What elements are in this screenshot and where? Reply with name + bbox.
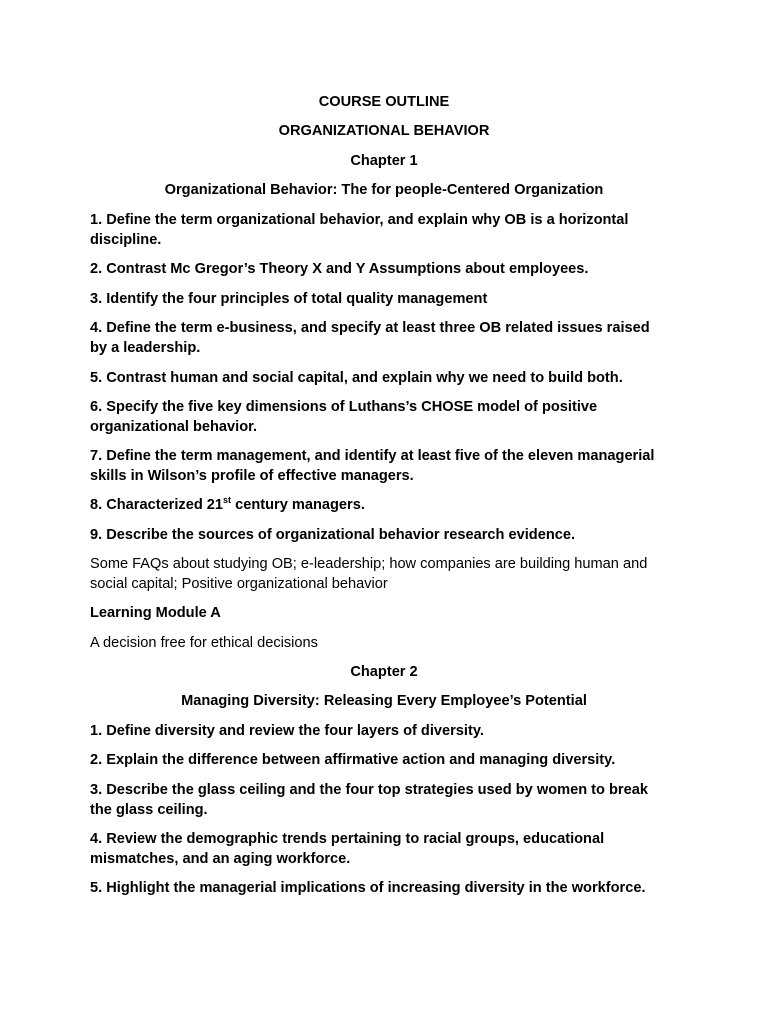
chapter2-title: Managing Diversity: Releasing Every Employee’s Potential [181,693,587,709]
module-a-text: A decision free for ethical decisions [90,635,318,651]
chapter1-item-6-line2: organizational behavior. [90,419,258,435]
chapter1-item-5: 5. Contrast human and social capital, and explain why we need to build both. [90,370,623,386]
document-page [90,0,690,1024]
chapter1-item-8-text-end: century managers. [231,497,365,513]
chapter1-item-6-line1: 6. Specify the five key dimensions of Luthans’s CHOSE model of positive [90,399,598,415]
chapter2-item-3-line2: the glass ceiling. [90,802,208,818]
chapter2-item-5: 5. Highlight the managerial implications of increasing diversity in the workforce. [90,880,646,896]
course-outline-heading: COURSE OUTLINE [318,94,450,110]
chapter2-item-1: 1. Define diversity and review the four layers of diversity. [90,723,484,739]
chapter1-item-8-text: 8. Characterized 21 [90,497,224,513]
chapter1-item-3: 3. Identify the four principles of total quality management [90,291,488,307]
chapter1-item-2: 2. Contrast Mc Gregor’s Theory X and Y Assumptions about employees. [90,261,589,277]
chapter1-item-1-line1: 1. Define the term organizational behavior, and explain why OB is a horizontal [90,212,629,228]
chapter1-topics-line1: Some FAQs about studying OB; e-leadership; how companies are building human and [90,556,648,572]
chapter2-item-2: 2. Explain the difference between affirmative action and managing diversity. [90,752,616,768]
chapter1-item-7-line1: 7. Define the term management, and identify at least five of the eleven managerial [90,448,655,464]
subject-heading: ORGANIZATIONAL BEHAVIOR [278,123,490,139]
chapter2-item-4-line2: mismatches, and an aging workforce. [90,851,351,867]
chapter1-title: Organizational Behavior: The for people-Centered Organization [164,182,604,198]
chapter2-item-4-line1: 4. Review the demographic trends pertaining to racial groups, educational [90,831,605,847]
chapter1-label: Chapter 1 [350,153,418,169]
chapter1-item-4-line2: by a leadership. [90,340,201,356]
chapter1-topics-line2: social capital; Positive organizational behavior [90,576,388,592]
chapter1-item-1-line2: discipline. [90,232,162,248]
chapter1-item-7-line2: skills in Wilson’s profile of effective managers. [90,468,414,484]
chapter1-item-9: 9. Describe the sources of organizational behavior research evidence. [90,527,576,543]
chapter1-item-8 [90,495,690,515]
chapter1-item-8-superscript: st [223,495,232,506]
chapter1-item-4-line1: 4. Define the term e-business, and specify at least three OB related issues raised [90,320,650,336]
chapter2-item-3-line1: 3. Describe the glass ceiling and the four top strategies used by women to break [90,782,648,798]
chapter2-label: Chapter 2 [350,664,418,680]
module-a-label: Learning Module A [90,605,221,621]
